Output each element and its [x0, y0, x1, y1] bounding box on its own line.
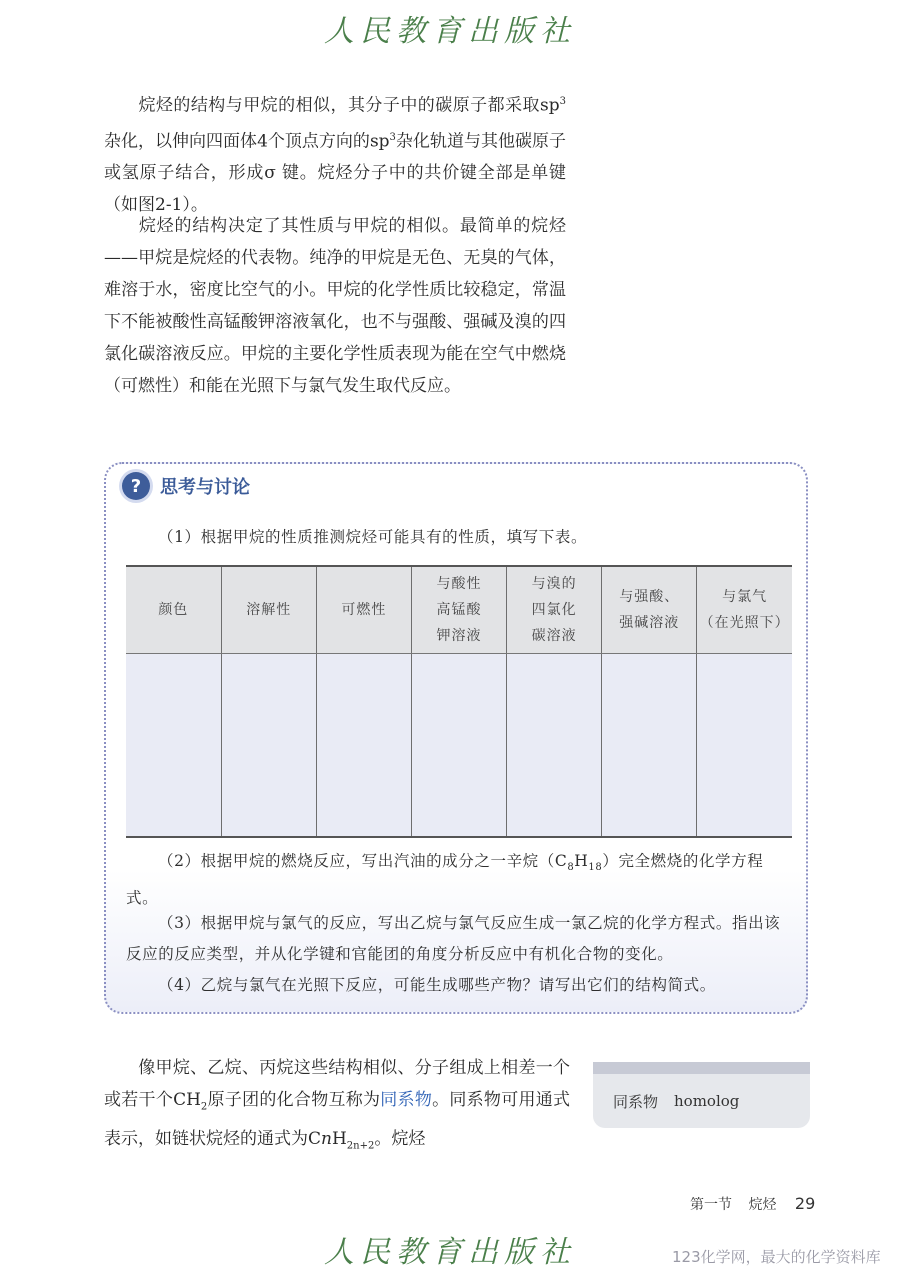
- header-chlorine: [697, 566, 792, 654]
- header-solubility-text: 溶解性: [246, 602, 292, 618]
- header-chlorine-line2: （在光照下）: [699, 615, 790, 631]
- answer-cell-chlorine[interactable]: [697, 654, 792, 838]
- para3-text-a: 像甲烷、乙烷、丙烷这些结构相似、分子组成上相差一个或若干个CH: [104, 1058, 570, 1110]
- header-kmno4-line1: 与酸性: [436, 576, 482, 592]
- question-2-text-c: ）完全燃烧的化学方程式。: [126, 852, 764, 908]
- answer-cell-color[interactable]: [126, 654, 221, 838]
- publisher-logo-bottom: 人民教育出版社: [324, 1235, 576, 1270]
- header-flammability-text: 可燃性: [341, 602, 387, 618]
- para1-sup-a: 3: [559, 96, 566, 107]
- question-3-text: （3）根据甲烷与氯气的反应，写出乙烷与氯气反应生成一氯乙烷的化学方程式。指出该反应的反应类型，并从化学键和官能团的角度分析反应中有机化合物的变化。: [126, 914, 781, 963]
- header-bromine-line2: 四氯化: [531, 602, 577, 618]
- header-bromine-line3: 碳溶液: [531, 628, 577, 644]
- paragraph-alkane-structure: [104, 86, 566, 221]
- para2-text: 烷烃的结构决定了其性质与甲烷的相似。最简单的烷烃——甲烷是烷烃的代表物。纯净的甲烷是无色、无臭的气体，难溶于水，密度比空气的小。甲烷的化学性质比较稳定，常温下不能被酸性高锰酸钾溶液氧化，也不与强酸、强碱及溴的四氯化碳溶液反应。甲烷的主要化学性质表现为能在空气中燃烧（可燃性）和能在光照下与氯气发生取代反应。: [104, 216, 566, 396]
- question-4: [126, 970, 794, 1001]
- discussion-title: 思考与讨论: [160, 477, 250, 498]
- answer-cell-kmno4[interactable]: [411, 654, 506, 838]
- watermark-text: 123化学网，最大的化学资料库: [672, 1248, 881, 1266]
- term-homolog: 同系物: [380, 1090, 433, 1110]
- glossary-box: [593, 1062, 810, 1128]
- para1-text-c: 杂化轨道与其他碳原子或氢原子结合，形成σ 键。烷烃分子中的共价键全部是单键（如图2-1）。: [104, 131, 566, 216]
- para3-sub-2: 2: [200, 1101, 208, 1113]
- header-acid-base-line1: 与强酸、: [619, 589, 680, 605]
- para1-sup-b: 3: [389, 131, 396, 143]
- para1-text-a: 烷烃的结构与甲烷的相似，其分子中的碳原子都采取sp: [138, 95, 560, 116]
- question-bubble-icon: ?: [122, 472, 150, 500]
- question-2-text-b: H: [574, 852, 589, 870]
- header-acid-base: [602, 566, 697, 654]
- header-flammability: [316, 566, 411, 654]
- paragraph-methane-properties: [104, 210, 566, 402]
- table-answer-row: [126, 654, 792, 838]
- para3-sub-2n2: 2n+2: [346, 1140, 375, 1152]
- question-2-sub-18: 18: [588, 862, 603, 874]
- page-footer: [690, 1194, 815, 1214]
- paragraph-homolog: [104, 1052, 570, 1163]
- question-2: [126, 846, 794, 914]
- header-bromine-line1: 与溴的: [531, 576, 577, 592]
- para3-text-c: 。同系物可用通式表示，如链状烷烃的通式为C: [104, 1090, 571, 1150]
- question-3: [126, 908, 794, 970]
- para3-italic-n: n: [321, 1129, 332, 1150]
- alkane-properties-table: [126, 565, 792, 838]
- question-1-text: （1）根据甲烷的性质推测烷烃可能具有的性质，填写下表。: [158, 528, 588, 546]
- answer-cell-solubility[interactable]: [221, 654, 316, 838]
- para1-text-b: 杂化，以伸向四面体4个顶点方向的sp: [104, 131, 390, 152]
- header-acid-base-line2: 强碱溶液: [619, 615, 680, 631]
- header-chlorine-line1: 与氯气: [722, 589, 768, 605]
- header-kmno4-line3: 钾溶液: [436, 628, 482, 644]
- header-kmno4-line2: 高锰酸: [436, 602, 482, 618]
- think-and-discuss-box: [104, 462, 808, 1014]
- answer-cell-bromine[interactable]: [507, 654, 602, 838]
- footer-title: 烷烃: [748, 1197, 777, 1213]
- page-number: 29: [794, 1194, 816, 1213]
- answer-cell-flammability[interactable]: [316, 654, 411, 838]
- publisher-logo-top: 人民教育出版社: [324, 14, 576, 49]
- para3-text-e: 。烷烃: [374, 1129, 426, 1150]
- table-header-row: [126, 566, 792, 654]
- glossary-term-en: homolog: [674, 1092, 740, 1110]
- header-solubility: [221, 566, 316, 654]
- glossary-term-zh: 同系物: [613, 1092, 659, 1111]
- discussion-header: [122, 472, 250, 500]
- para3-text-d: H: [331, 1129, 347, 1150]
- footer-section: 第一节: [690, 1197, 732, 1213]
- header-kmno4: [411, 566, 506, 654]
- question-2-sub-8: 8: [567, 862, 575, 874]
- para3-text-b: 原子团的化合物互称为: [207, 1090, 381, 1110]
- header-bromine: [507, 566, 602, 654]
- header-color-text: 颜色: [158, 602, 189, 618]
- question-4-text: （4）乙烷与氯气在光照下反应，可能生成哪些产物？请写出它们的结构简式。: [158, 976, 716, 994]
- header-color: [126, 566, 221, 654]
- question-1: [126, 522, 794, 553]
- answer-cell-acid-base[interactable]: [602, 654, 697, 838]
- question-2-text-a: （2）根据甲烷的燃烧反应，写出汽油的成分之一辛烷（C: [158, 852, 568, 870]
